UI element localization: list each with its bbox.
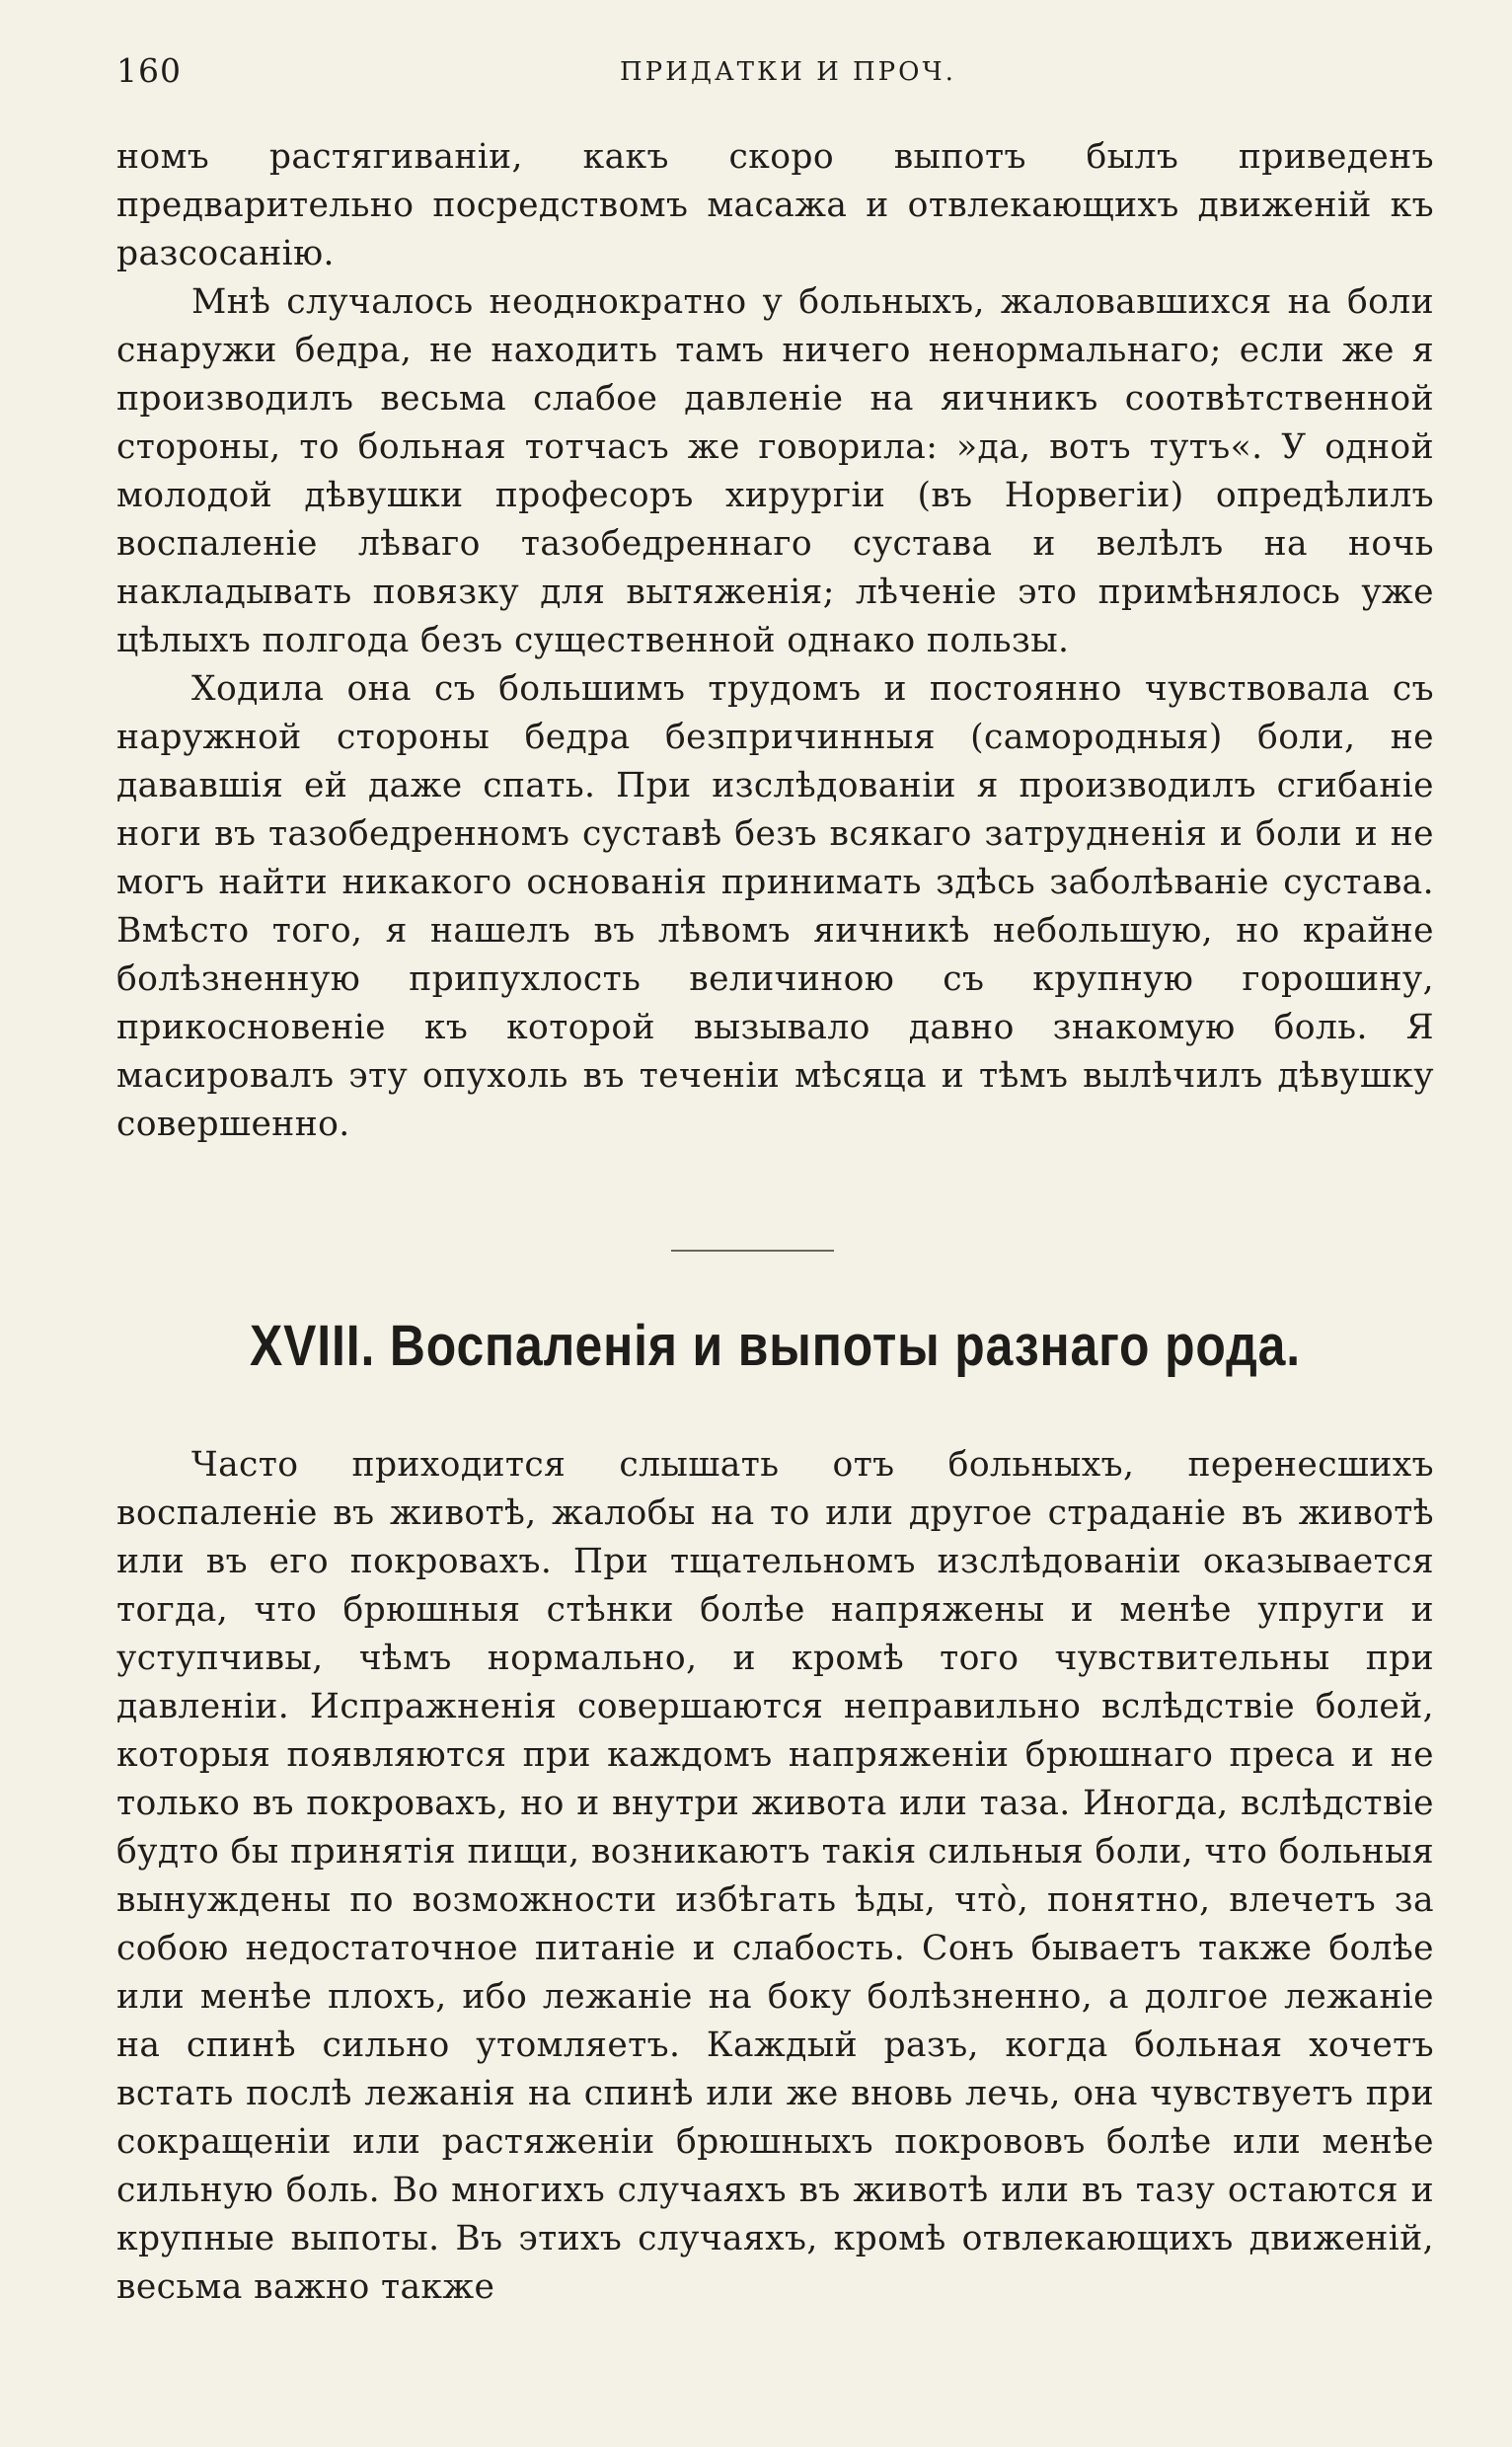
paragraph: номъ растягиваніи, какъ скоро выпотъ былъ приведенъ предварительно посредствомъ масажа и отвлекающихъ движеній къ разсосанію. — [116, 137, 1434, 273]
text-block-section-xviii — [116, 1441, 1434, 2312]
paragraph: Часто приходится слышать отъ больныхъ, перенесшихъ воспаленіе въ животѣ, жалобы на то или другое страданіе въ животѣ или въ его покровахъ. При тщательномъ изслѣдованіи оказывается тогда, что брюшныя стѣнки болѣе напряжены и менѣе упруги и уступчивы, чѣмъ нормально, и кромѣ того чувствительны при давленіи. Испражненія совершаются неправильно вслѣдствіе болей, которыя появляются при каждомъ напряженіи брюшнаго преса и не только въ покровахъ, но и внутри живота или таза. Иногда, вслѣдствіе будто бы принятія пищи, возникаютъ такія сильныя боли, что больныя вынуждены по возможности избѣгать ѣды, что̀, понятно, влечетъ за собою недостаточное питаніе и слабость. Сонъ бываетъ также болѣе или менѣе плохъ, ибо лежаніе на боку болѣзненно, а долгое лежаніе на спинѣ сильно утомляетъ. Каждый разъ, когда больная хочетъ встать послѣ лежанія на спинѣ или же вновь лечь, она чувствуетъ при сокращеніи или растяженіи брюшныхъ покрововъ болѣе или менѣе сильную боль. Во многихъ случаяхъ въ животѣ или въ тазу остаются и крупные выпоты. Въ этихъ случаяхъ, кромѣ отвлекающихъ движеній, весьма важно также — [116, 1445, 1434, 2307]
running-head-title: ПРИДАТКИ И ПРОЧ. — [620, 57, 956, 87]
section-divider — [671, 1250, 834, 1252]
paragraph: Ходила она съ большимъ трудомъ и постоянно чувствовала съ наружной стороны бедра безпричинныя (самородныя) боли, не дававшія ей даже спать. При изслѣдованіи я производилъ сгибаніе ноги въ тазобедренномъ суставѣ безъ всякаго затрудненія и боли и не могъ найти никакого основанія принимать здѣсь заболѣваніе сустава. Вмѣсто того, я нашелъ въ лѣвомъ яичникѣ небольшую, но крайне болѣзненную припухлость величиною съ крупную горошину, прикосновеніе къ которой вызывало давно знакомую боль. Я масировалъ эту опухоль въ теченіи мѣсяца и тѣмъ вылѣчилъ дѣвушку совершенно. — [116, 669, 1434, 1144]
text-block-continued — [116, 133, 1434, 1149]
page-number: 160 — [116, 51, 182, 90]
running-head — [116, 51, 1434, 101]
paragraph: Мнѣ случалось неоднократно у больныхъ, жаловавшихся на боли снаружи бедра, не находить тамъ ничего ненормальнаго; если же я производилъ весьма слабое давленіе на яичникъ соотвѣтственной стороны, то больная тотчасъ же говорила: »да, вотъ тутъ«. У одной молодой дѣвушки професоръ хирургіи (въ Норвегіи) опредѣлилъ воспаленіе лѣваго тазобедреннаго сустава и велѣлъ на ночь накладывать повязку для вытяженія; лѣченіе это примѣнялось уже цѣлыхъ полгода безъ существенной однако пользы. — [116, 282, 1434, 660]
section-heading: XVIII. Воспаленія и выпоты разнаго рода. — [250, 1314, 1301, 1378]
